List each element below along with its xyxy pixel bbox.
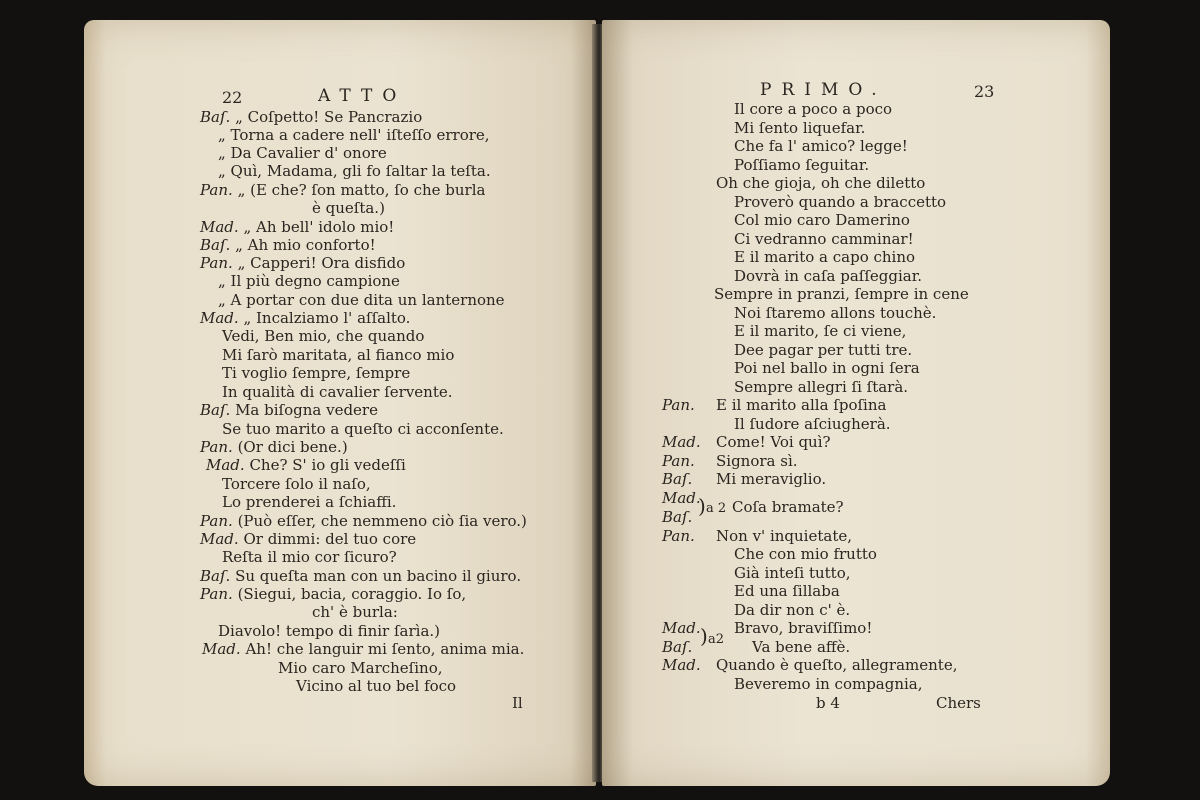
left-line-5: Pan. „ (E che? ſon matto, ſo che burla [200,181,486,199]
left-running-head: ATTO [318,86,407,106]
right-page [602,20,1110,786]
left-line-15: Ti voglio ſempre, ſempre [222,364,411,382]
right-line-17: E il marito alla ſpoſina [716,396,887,414]
right-a2-top-speaker-2: Mad. [662,619,701,637]
right-a2-top-speaker-1: Mad. [662,489,701,507]
left-line-18: Se tuo marito a queſto ci acconſente. [222,420,504,438]
left-line-25: Reſta il mio cor ſicuro? [222,548,397,566]
right-line-18: Il ſudore aſciugherà. [734,415,891,433]
right-line-10: Dovrà in caſa paſſeggiar. [734,267,923,285]
left-page-number: 22 [222,88,243,107]
left-line-23: Pan. (Può eſſer, che nemmeno ciò ſia vero.) [200,512,527,530]
left-line-32: Vicino al tuo bel foco [296,677,457,695]
left-line-7: Mad. „ Ah bell' idolo mio! [200,218,395,236]
right-line-8: Ci vedranno camminar! [734,230,914,248]
left-line-26: Baſ. Su queſta man con un bacino il giuro. [200,567,522,585]
right-line-21: Mi meraviglio. [716,470,827,488]
right-speaker-pan-1: Pan. [662,396,695,414]
a2-bracket-1: ) [698,494,706,518]
right-line-22: Coſa bramate? [732,498,844,516]
right-line-5: Oh che gioja, oh che diletto [716,174,926,192]
left-line-19: Pan. (Or dici bene.) [200,438,348,456]
right-catchword: Chers [936,694,981,712]
right-page-number: 23 [974,82,995,101]
right-line-14: Dee pagar per tutti tre. [734,341,913,359]
left-line-4: „ Quì, Madama, gli fo ſaltar la teſta. [218,162,491,180]
right-line-15: Poi nel ballo in ogni ſera [734,359,920,377]
right-line-7: Col mio caro Damerino [734,211,910,229]
left-line-16: In qualità di cavalier ſervente. [222,383,453,401]
right-signature-mark: b 4 [816,694,840,712]
right-speaker-mad-2: Mad. [662,656,701,674]
right-line-26: Ed una ſillaba [734,582,840,600]
a2-bracket-2: ) [700,624,708,648]
right-line-29: Va bene affè. [752,638,851,656]
left-catchword: Il [512,694,523,712]
left-line-2: „ Torna a cadere nell' iſteſſo errore, [218,126,490,144]
right-a2-bottom-speaker-1: Baſ. [662,508,693,526]
left-line-11: „ A portar con due dita un lanternone [218,291,505,309]
right-line-23: Non v' inquietate, [716,527,852,545]
right-line-4: Poſſiamo ſeguitar. [734,156,870,174]
right-line-30: Quando è queſto, allegramente, [716,656,958,674]
right-line-25: Già inteſi tutto, [734,564,851,582]
right-running-head: PRIMO. [760,80,887,100]
left-line-9: Pan. „ Capperi! Ora disfido [200,254,406,272]
left-line-27: Pan. (Siegui, bacia, coraggio. Io ſo, [200,585,467,603]
left-line-1: Baſ. „ Coſpetto! Se Pancrazio [200,108,423,126]
left-line-8: Baſ. „ Ah mio conforto! [200,236,376,254]
left-page [84,20,596,786]
left-line-21: Torcere ſolo il naſo, [222,475,371,493]
right-line-24: Che con mio frutto [734,545,877,563]
right-line-27: Da dir non c' è. [734,601,851,619]
left-line-30: Mad. Ah! che languir mi ſento, anima mia. [202,640,525,658]
right-line-9: E il marito a capo chino [734,248,916,266]
open-book [84,20,1110,786]
right-line-11: Sempre in pranzi, ſempre in cene [714,285,969,303]
left-line-20: Mad. Che? S' io gli vedeſſi [206,456,406,474]
left-line-6: è queſta.) [312,199,385,217]
right-speaker-pan-3: Pan. [662,527,695,545]
right-line-3: Che fa l' amico? legge! [734,137,908,155]
a2-label-2: a2 [708,632,725,647]
left-line-22: Lo prenderei a ſchiaffi. [222,493,397,511]
left-line-24: Mad. Or dimmi: del tuo core [200,530,417,548]
left-line-3: „ Da Cavalier d' onore [218,144,387,162]
right-speaker-pan-2: Pan. [662,452,695,470]
right-line-2: Mi ſento liquefar. [734,119,866,137]
right-line-16: Sempre allegri ſi ſtarà. [734,378,909,396]
a2-label-1: a 2 [706,501,727,516]
right-line-31: Beveremo in compagnia, [734,675,923,693]
right-line-6: Proverò quando a braccetto [734,193,947,211]
right-line-20: Signora sì. [716,452,798,470]
left-line-13: Vedi, Ben mio, che quando [222,327,425,345]
left-line-14: Mi ſarò maritata, al fianco mio [222,346,455,364]
right-line-13: E il marito, ſe ci viene, [734,322,907,340]
right-line-19: Come! Voi quì? [716,433,831,451]
left-line-31: Mio caro Marcheſino, [278,659,443,677]
right-a2-bottom-speaker-2: Baſ. [662,638,693,656]
left-line-12: Mad. „ Incalziamo l' aſſalto. [200,309,411,327]
right-line-1: Il core a poco a poco [734,100,893,118]
left-line-28: ch' è burla: [312,603,398,621]
right-speaker-mad-1: Mad. [662,433,701,451]
right-speaker-bas-1: Baſ. [662,470,693,488]
left-line-17: Baſ. Ma biſogna vedere [200,401,378,419]
left-line-10: „ Il più degno campione [218,272,400,290]
right-line-12: Noi ſtaremo allons touchè. [734,304,937,322]
left-line-29: Diavolo! tempo di finir ſarìa.) [218,622,441,640]
right-line-28: Bravo, braviſſimo! [734,619,873,637]
